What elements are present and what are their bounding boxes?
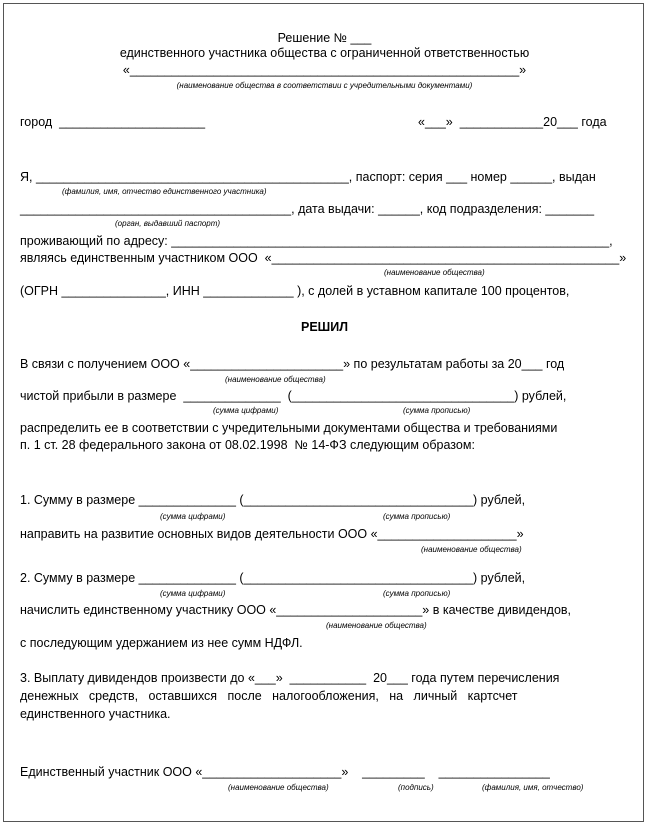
profit-line-3: распределить ее в соответствии с учредительными документами общества и требованиями bbox=[20, 421, 558, 435]
signature-line: Единственный участник ООО «____________________» _________ ________________ bbox=[20, 765, 550, 779]
decided-heading: РЕШИЛ bbox=[301, 320, 348, 334]
signature-hint-company: (наименование общества) bbox=[228, 783, 329, 792]
item1-hint-2: (наименование общества) bbox=[421, 545, 522, 554]
profit-hint-1: (наименование общества) bbox=[225, 375, 326, 384]
intro-hint-2: (орган, выдавший паспорт) bbox=[115, 219, 221, 228]
city-field: город _____________________ bbox=[20, 115, 206, 129]
item2-line-1: 2. Сумму в размере ______________ (_________________________________) рублей, bbox=[20, 571, 526, 585]
item1-line-2: направить на развитие основных видов деятельности ООО «____________________» bbox=[20, 527, 524, 541]
profit-hint-2a: (сумма цифрами) bbox=[213, 406, 279, 415]
profit-hint-2b: (сумма прописью) bbox=[403, 406, 471, 415]
date-field: «___» ____________20___ года bbox=[418, 115, 607, 129]
profit-line-2: чистой прибыли в размере ______________ (________________________________) рублей, bbox=[20, 389, 567, 403]
intro-hint-1: (фамилия, имя, отчество единственного участника) bbox=[62, 187, 267, 196]
item2-line-2: начислить единственному участнику ООО «_____________________» в качестве дивидендов, bbox=[20, 603, 572, 617]
intro-line-2: _______________________________________, дата выдачи: ______, код подразделения: _______ bbox=[20, 202, 595, 216]
item3-line-2: денежных средств, оставшихся после налогообложения, на личный картсчет bbox=[20, 689, 518, 703]
company-name-blank: «________________________________________________________» bbox=[122, 63, 527, 77]
signature-hint-sign: (подпись) bbox=[398, 783, 434, 792]
item3-line-1: 3. Выплату дивидендов произвести до «___» ___________ 20___ года путем перечисления bbox=[20, 671, 560, 685]
item3-line-3: единственного участника. bbox=[20, 707, 171, 721]
intro-hint-4: (наименование общества) bbox=[384, 268, 485, 277]
profit-line-4: п. 1 ст. 28 федерального закона от 08.02.1998 № 14-ФЗ следующим образом: bbox=[20, 438, 475, 452]
intro-line-3: проживающий по адресу: _______________________________________________________________, bbox=[20, 234, 613, 248]
item1-hint-1b: (сумма прописью) bbox=[383, 512, 451, 521]
item2-hint-1b: (сумма прописью) bbox=[383, 589, 451, 598]
signature-hint-name: (фамилия, имя, отчество) bbox=[482, 783, 584, 792]
item2-hint-1a: (сумма цифрами) bbox=[160, 589, 226, 598]
intro-line-1: Я, _____________________________________________, паспорт: серия ___ номер ______, выдан bbox=[20, 170, 596, 184]
item2-line-3: с последующим удержанием из нее сумм НДФЛ. bbox=[20, 636, 303, 650]
item2-hint-2: (наименование общества) bbox=[326, 621, 427, 630]
document-title: Решение № ___ bbox=[277, 31, 372, 45]
company-name-hint: (наименование общества в соответствии с учредительными документами) bbox=[176, 81, 473, 90]
intro-line-4: являясь единственным участником ООО «__________________________________________________» bbox=[20, 251, 627, 265]
item1-hint-1a: (сумма цифрами) bbox=[160, 512, 226, 521]
item1-line-1: 1. Сумму в размере ______________ (_________________________________) рублей, bbox=[20, 493, 526, 507]
profit-line-1: В связи с получением ООО «______________________» по результатам работы за 20___ год bbox=[20, 357, 565, 371]
intro-line-5: (ОГРН _______________, ИНН _____________ ), с долей в уставном капитале 100 процентов, bbox=[20, 284, 570, 298]
document-subtitle: единственного участника общества с ограниченной ответственностью bbox=[119, 46, 530, 60]
